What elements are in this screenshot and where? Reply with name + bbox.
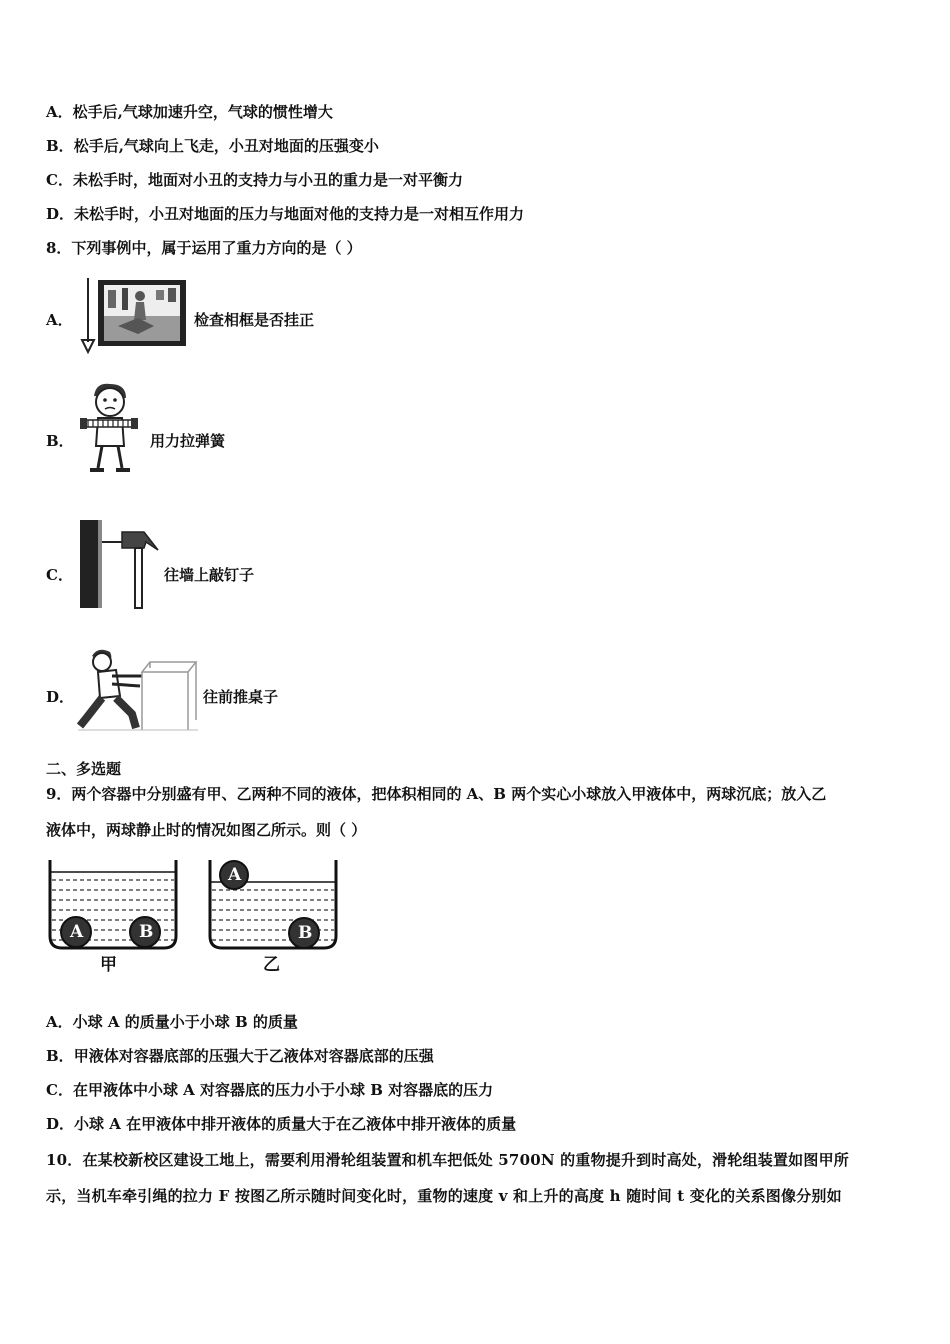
ball-a-label-yi: A xyxy=(228,865,242,885)
option-text: 甲液体对容器底部的压强大于乙液体对容器底部的压强 xyxy=(73,1047,434,1065)
picture-frame-plumb-icon xyxy=(78,276,190,356)
q10-line1: 10．在某校新校区建设工地上，需要利用滑轮组装置和机车把低处 5700N 的重物提升到时高处，滑轮组装置如图甲所 xyxy=(46,1151,849,1169)
q8-option-b-caption: 用力拉弹簧 xyxy=(150,432,226,450)
option-label: B． xyxy=(46,1047,74,1065)
q7-option-c xyxy=(46,170,463,190)
q9-option-d xyxy=(46,1114,516,1134)
option-text: 小球 A 的质量小于小球 B 的质量 xyxy=(72,1013,298,1031)
q10-line2: 示，当机车牵引绳的拉力 F 按图乙所示随时间变化时，重物的速度 v 和上升的高度 h 随时间 t 变化的关系图像分别如 xyxy=(46,1187,842,1205)
q8-stem: 8．下列事例中，属于运用了重力方向的是（ ） xyxy=(46,239,362,257)
q8-option-b-label: B． xyxy=(46,432,74,450)
q9-option-b xyxy=(46,1046,434,1066)
q8-option-d-caption: 往前推桌子 xyxy=(203,688,279,706)
section-title: 二、多选题 xyxy=(46,760,122,778)
man-pushing-table-icon xyxy=(76,646,200,734)
option-label: D． xyxy=(46,1115,75,1133)
q9-option-c xyxy=(46,1080,493,1100)
option-label: A． xyxy=(46,103,73,121)
option-text: 松手后,气球向上飞走，小丑对地面的压强变小 xyxy=(73,137,379,155)
option-text: 在甲液体中小球 A 对容器底的压力小于小球 B 对容器底的压力 xyxy=(72,1081,494,1099)
option-text: 松手后,气球加速升空，气球的惯性增大 xyxy=(72,103,333,121)
q9-option-a xyxy=(46,1012,298,1032)
q8-option-a-caption: 检查相框是否挂正 xyxy=(194,311,315,329)
q9-stem-line2: 液体中，两球静止时的情况如图乙所示。则（ ） xyxy=(46,821,367,839)
ball-b-label-yi: B xyxy=(298,923,313,943)
option-label: D． xyxy=(46,205,75,223)
option-text: 未松手时，地面对小丑的支持力与小丑的重力是一对平衡力 xyxy=(72,171,463,189)
boy-pulling-spring-icon xyxy=(76,380,142,478)
option-label: B． xyxy=(46,137,74,155)
q7-option-a xyxy=(46,102,333,122)
q8-option-d-label: D． xyxy=(46,688,75,706)
q7-option-b xyxy=(46,136,379,156)
q9-stem-line1: 9．两个容器中分别盛有甲、乙两种不同的液体，把体积相同的 A、B 两个实心小球放入甲液体中，两球沉底；放入乙 xyxy=(46,785,827,803)
q8-option-c-label: C． xyxy=(46,566,73,584)
ball-b-label: B xyxy=(139,922,154,942)
q7-option-d xyxy=(46,204,524,224)
option-text: 未松手时，小丑对地面的压力与地面对他的支持力是一对相互作用力 xyxy=(74,205,525,223)
q8-option-c-caption: 往墙上敲钉子 xyxy=(164,566,255,584)
option-label: A． xyxy=(46,1013,73,1031)
ball-a-label: A xyxy=(70,922,84,942)
option-label: C． xyxy=(46,171,73,189)
hammer-nail-wall-icon xyxy=(78,518,162,610)
option-text: 小球 A 在甲液体中排开液体的质量大于在乙液体中排开液体的质量 xyxy=(74,1115,517,1133)
container-jia-label: 甲 xyxy=(100,955,117,975)
option-label: C． xyxy=(46,1081,73,1099)
container-yi-label: 乙 xyxy=(263,955,280,975)
q8-option-a-label: A． xyxy=(46,311,73,329)
